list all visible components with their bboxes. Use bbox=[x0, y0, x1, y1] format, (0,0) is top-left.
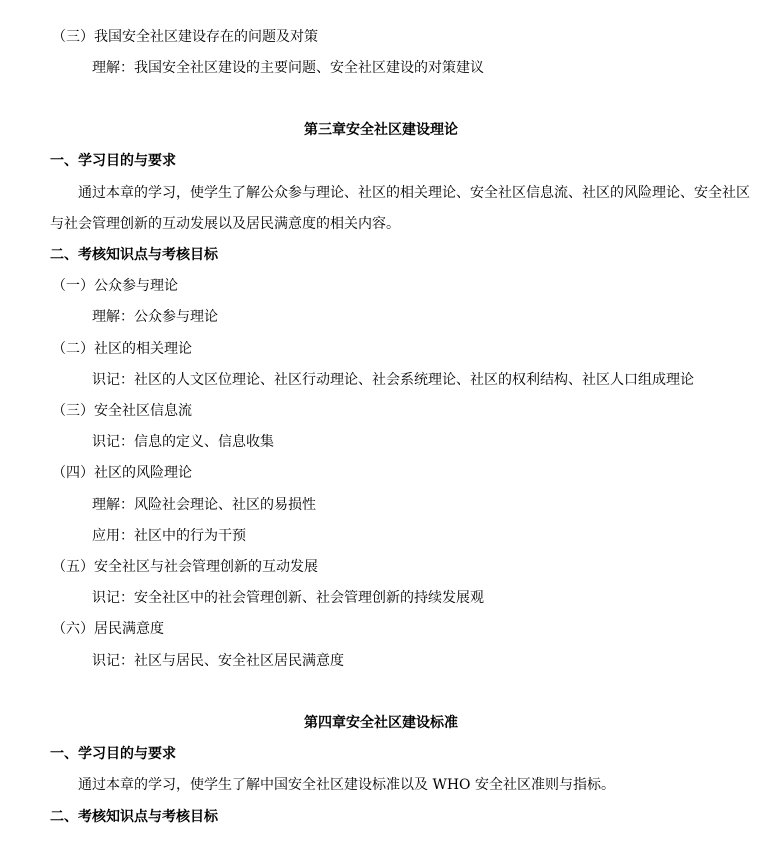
chapter-title: 第四章安全社区建设标准 bbox=[304, 715, 458, 731]
section-heading: 二、考核知识点与考核目标 bbox=[50, 809, 218, 825]
item-heading: （二）社区的相关理论 bbox=[52, 341, 192, 357]
item-detail: 理解：公众参与理论 bbox=[92, 309, 218, 325]
section-heading: 一、学习目的与要求 bbox=[50, 153, 176, 169]
paragraph-line: 通过本章的学习，使学生了解公众参与理论、社区的相关理论、安全社区信息流、社区的风险理论、安全社区 bbox=[78, 185, 750, 201]
item-heading: （三）我国安全社区建设存在的问题及对策 bbox=[52, 29, 318, 45]
chapter-title: 第三章安全社区建设理论 bbox=[304, 122, 458, 138]
item-detail: 应用：社区中的行为干预 bbox=[92, 528, 246, 544]
section-heading: 一、学习目的与要求 bbox=[50, 746, 176, 762]
item-detail: 识记：信息的定义、信息收集 bbox=[92, 434, 274, 450]
item-detail: 识记：社区与居民、安全社区居民满意度 bbox=[92, 653, 344, 669]
item-detail: 识记：社区的人文区位理论、社区行动理论、社会系统理论、社区的权利结构、社区人口组成理论 bbox=[92, 372, 694, 388]
item-detail: 识记：安全社区中的社会管理创新、社会管理创新的持续发展观 bbox=[92, 590, 484, 606]
item-heading: （六）居民满意度 bbox=[52, 621, 164, 637]
section-heading: 二、考核知识点与考核目标 bbox=[50, 247, 218, 263]
item-detail: 理解：风险社会理论、社区的易损性 bbox=[92, 497, 316, 513]
item-heading: （四）社区的风险理论 bbox=[52, 465, 192, 481]
paragraph-line: 与社会管理创新的互动发展以及居民满意度的相关内容。 bbox=[50, 216, 400, 232]
item-detail: 理解：我国安全社区建设的主要问题、安全社区建设的对策建议 bbox=[92, 60, 484, 76]
item-heading: （一）公众参与理论 bbox=[52, 278, 178, 294]
item-heading: （五）安全社区与社会管理创新的互动发展 bbox=[52, 559, 318, 575]
item-heading: （三）安全社区信息流 bbox=[52, 403, 192, 419]
paragraph-line: 通过本章的学习，使学生了解中国安全社区建设标准以及 WHO 安全社区准则与指标。 bbox=[78, 777, 615, 793]
